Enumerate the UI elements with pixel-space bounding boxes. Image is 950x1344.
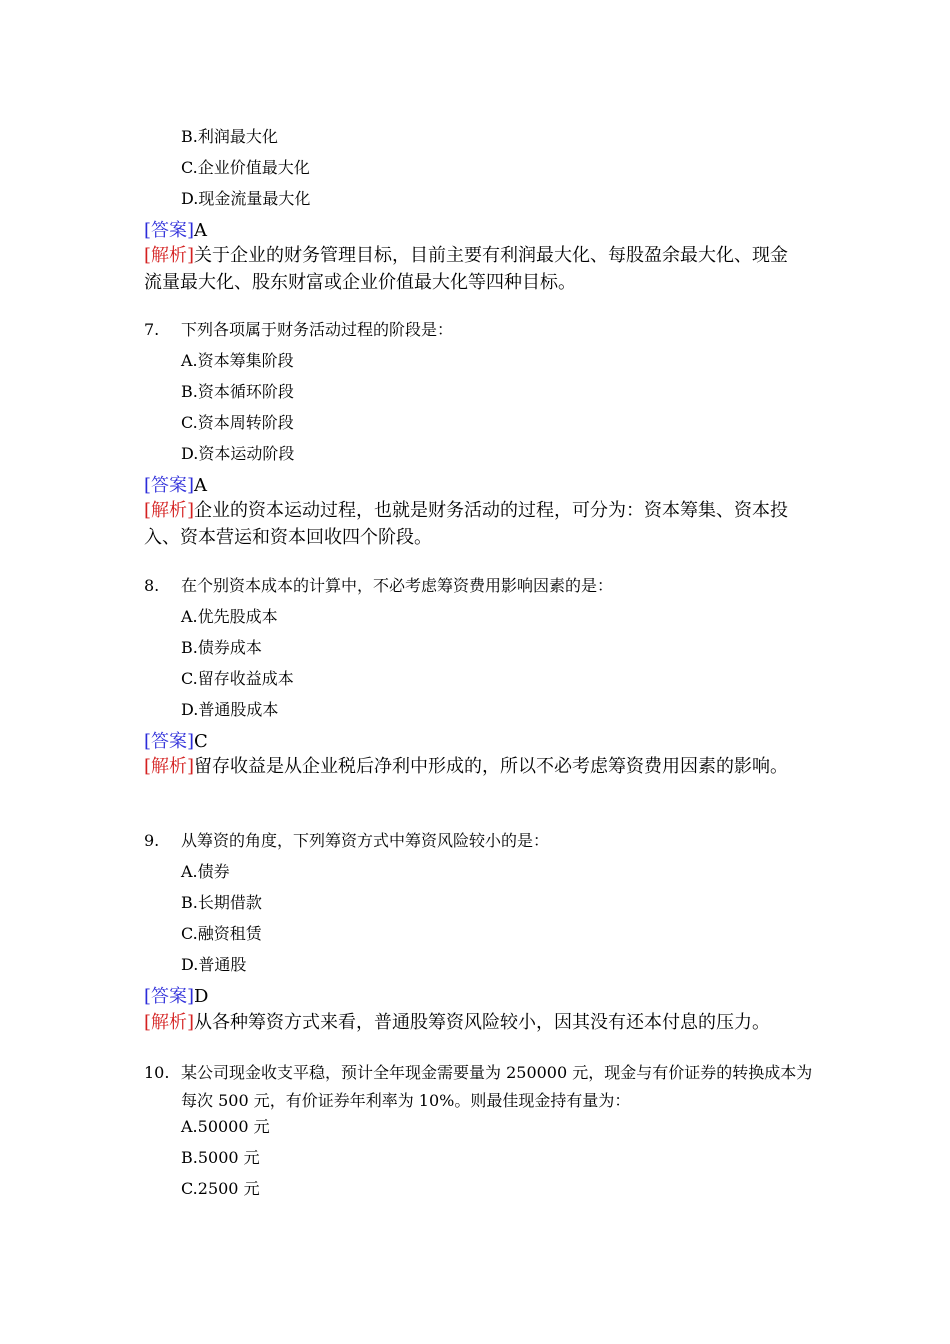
analysis-tag: [解析] [144,500,195,521]
answer-line [144,475,207,497]
analysis-tag: [解析] [144,1012,195,1033]
analysis-line [144,753,794,780]
option: C.资本周转阶段 [181,413,294,432]
option: D.普通股成本 [181,700,279,719]
analysis-line [144,1009,794,1036]
option: A.50000 元 [181,1117,270,1136]
option: A.优先股成本 [181,607,278,626]
question-text: 从筹资的角度，下列筹资方式中筹资风险较小的是： [181,831,550,850]
answer-value: A [194,220,208,241]
option: C.2500 元 [181,1179,260,1198]
answer-value: A [194,475,208,496]
question-number: 8. [144,576,160,595]
answer-line [144,220,207,242]
option: A.债券 [181,862,230,881]
option: D.资本运动阶段 [181,444,295,463]
answer-tag: [答案] [144,986,195,1007]
option: B.5000 元 [181,1148,260,1167]
answer-value: C [194,731,208,752]
analysis-tag: [解析] [144,245,195,266]
analysis-line [144,497,794,551]
option: C.融资租赁 [181,924,262,943]
option: C.留存收益成本 [181,669,294,688]
question-text: 下列各项属于财务活动过程的阶段是： [181,320,454,339]
analysis-text: 企业的资本运动过程，也就是财务活动的过程，可分为：资本筹集、资本投入、资本营运和资本回收四个阶段。 [144,500,789,548]
option: A.资本筹集阶段 [181,351,294,370]
question-text: 在个别资本成本的计算中，不必考虑筹资费用影响因素的是： [181,576,614,595]
analysis-text: 关于企业的财务管理目标，目前主要有利润最大化、每股盈余最大化、现金流量最大化、股东财富或企业价值最大化等四种目标。 [144,245,789,293]
question-text: 某公司现金收支平稳，预计全年现金需要量为 250000 元，现金与有价证券的转换成本为每次 500 元，有价证券年利率为 10%。则最佳现金持有量为： [181,1063,813,1110]
analysis-text: 从各种筹资方式来看，普通股筹资风险较小，因其没有还本付息的压力。 [194,1012,771,1033]
analysis-line [144,242,794,296]
option: B.债券成本 [181,638,262,657]
option: D.普通股 [181,955,247,974]
answer-line [144,731,208,753]
answer-value: D [194,986,209,1007]
answer-tag: [答案] [144,731,195,752]
question-number: 9. [144,831,160,850]
option: B.资本循环阶段 [181,382,294,401]
analysis-tag: [解析] [144,756,195,777]
option: B.长期借款 [181,893,262,912]
answer-tag: [答案] [144,475,195,496]
question-number: 7. [144,320,160,339]
answer-tag: [答案] [144,220,195,241]
question-number: 10. [144,1063,170,1082]
analysis-text: 留存收益是从企业税后净利中形成的，所以不必考虑筹资费用因素的影响。 [194,756,789,777]
option: C.企业价值最大化 [181,158,310,177]
option: B.利润最大化 [181,127,278,146]
answer-line [144,986,208,1008]
option: D.现金流量最大化 [181,189,311,208]
